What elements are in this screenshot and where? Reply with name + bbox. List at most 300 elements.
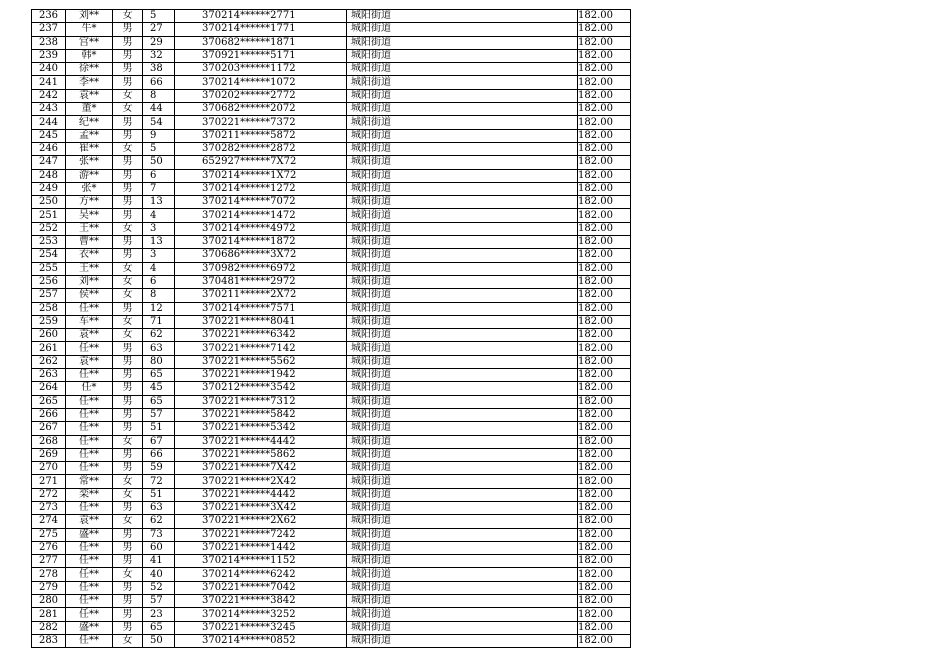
district-cell: 城阳街道 [347,501,578,514]
district-cell: 城阳街道 [347,76,578,89]
age-cell: 65 [143,395,175,408]
district-cell: 城阳街道 [347,129,578,142]
table-row [32,209,631,222]
id-number-cell: 370214******7571 [175,302,347,315]
district-cell: 城阳街道 [347,568,578,581]
row-number-cell: 276 [32,541,66,554]
id-number-cell: 370221******6342 [175,329,347,342]
table-row [32,10,631,23]
id-number-cell: 370214******1152 [175,555,347,568]
id-number-cell: 370214******1472 [175,209,347,222]
table-row [32,302,631,315]
table-row [32,462,631,475]
amount-cell: 182.00 [578,555,631,568]
id-number-cell: 370221******7042 [175,581,347,594]
row-number-cell: 282 [32,621,66,634]
name-cell: 任** [66,462,113,475]
amount-cell: 182.00 [578,488,631,501]
id-number-cell: 370221******7142 [175,342,347,355]
name-cell: 牛* [66,23,113,36]
age-cell: 57 [143,408,175,421]
gender-cell: 女 [113,222,143,235]
amount-cell: 182.00 [578,89,631,102]
age-cell: 44 [143,103,175,116]
roster-table-body [32,10,631,648]
amount-cell: 182.00 [578,116,631,129]
row-number-cell: 247 [32,156,66,169]
id-number-cell: 370221******3X42 [175,501,347,514]
district-cell: 城阳街道 [347,515,578,528]
amount-cell: 182.00 [578,156,631,169]
amount-cell: 182.00 [578,395,631,408]
row-number-cell: 257 [32,289,66,302]
row-number-cell: 236 [32,10,66,23]
district-cell: 城阳街道 [347,236,578,249]
amount-cell: 182.00 [578,355,631,368]
table-row [32,169,631,182]
age-cell: 52 [143,581,175,594]
age-cell: 72 [143,475,175,488]
id-number-cell: 370214******1872 [175,236,347,249]
table-row [32,103,631,116]
gender-cell: 男 [113,595,143,608]
name-cell: 任** [66,395,113,408]
district-cell: 城阳街道 [347,462,578,475]
table-row [32,595,631,608]
gender-cell: 女 [113,89,143,102]
amount-cell: 182.00 [578,249,631,262]
gender-cell: 男 [113,129,143,142]
row-number-cell: 279 [32,581,66,594]
id-number-cell: 370214******2771 [175,10,347,23]
name-cell: 任** [66,408,113,421]
amount-cell: 182.00 [578,142,631,155]
id-number-cell: 370221******5342 [175,422,347,435]
amount-cell: 182.00 [578,435,631,448]
age-cell: 45 [143,382,175,395]
age-cell: 29 [143,36,175,49]
district-cell: 城阳街道 [347,448,578,461]
district-cell: 城阳街道 [347,408,578,421]
gender-cell: 女 [113,10,143,23]
id-number-cell: 370202******2772 [175,89,347,102]
table-row [32,76,631,89]
gender-cell: 男 [113,608,143,621]
amount-cell: 182.00 [578,169,631,182]
row-number-cell: 240 [32,63,66,76]
table-row [32,156,631,169]
name-cell: 任** [66,634,113,647]
age-cell: 7 [143,182,175,195]
table-row [32,581,631,594]
table-row [32,275,631,288]
district-cell: 城阳街道 [347,156,578,169]
id-number-cell: 370221******4442 [175,488,347,501]
district-cell: 城阳街道 [347,196,578,209]
district-cell: 城阳街道 [347,435,578,448]
roster-table [31,9,631,648]
age-cell: 5 [143,10,175,23]
gender-cell: 男 [113,382,143,395]
gender-cell: 男 [113,541,143,554]
district-cell: 城阳街道 [347,608,578,621]
row-number-cell: 275 [32,528,66,541]
id-number-cell: 370221******2X42 [175,475,347,488]
district-cell: 城阳街道 [347,581,578,594]
table-row [32,222,631,235]
table-row [32,634,631,647]
gender-cell: 男 [113,49,143,62]
district-cell: 城阳街道 [347,222,578,235]
table-row [32,448,631,461]
table-row [32,528,631,541]
district-cell: 城阳街道 [347,169,578,182]
name-cell: 常** [66,475,113,488]
amount-cell: 182.00 [578,462,631,475]
id-number-cell: 370214******1072 [175,76,347,89]
name-cell: 徐** [66,63,113,76]
table-row [32,63,631,76]
name-cell: 方** [66,196,113,209]
age-cell: 50 [143,156,175,169]
amount-cell: 182.00 [578,315,631,328]
name-cell: 袁** [66,89,113,102]
name-cell: 任** [66,581,113,594]
row-number-cell: 239 [32,49,66,62]
row-number-cell: 258 [32,302,66,315]
name-cell: 张** [66,156,113,169]
amount-cell: 182.00 [578,10,631,23]
id-number-cell: 370214******7072 [175,196,347,209]
gender-cell: 男 [113,196,143,209]
amount-cell: 182.00 [578,568,631,581]
district-cell: 城阳街道 [347,369,578,382]
table-row [32,262,631,275]
gender-cell: 男 [113,501,143,514]
district-cell: 城阳街道 [347,182,578,195]
district-cell: 城阳街道 [347,395,578,408]
amount-cell: 182.00 [578,342,631,355]
amount-cell: 182.00 [578,382,631,395]
amount-cell: 182.00 [578,129,631,142]
district-cell: 城阳街道 [347,541,578,554]
district-cell: 城阳街道 [347,488,578,501]
id-number-cell: 370221******1442 [175,541,347,554]
row-number-cell: 266 [32,408,66,421]
row-number-cell: 250 [32,196,66,209]
gender-cell: 男 [113,302,143,315]
row-number-cell: 263 [32,369,66,382]
amount-cell: 182.00 [578,595,631,608]
district-cell: 城阳街道 [347,23,578,36]
amount-cell: 182.00 [578,182,631,195]
age-cell: 13 [143,236,175,249]
name-cell: 侯** [66,289,113,302]
age-cell: 6 [143,169,175,182]
table-row [32,342,631,355]
row-number-cell: 256 [32,275,66,288]
district-cell: 城阳街道 [347,302,578,315]
district-cell: 城阳街道 [347,475,578,488]
name-cell: 任** [66,555,113,568]
district-cell: 城阳街道 [347,63,578,76]
row-number-cell: 281 [32,608,66,621]
row-number-cell: 268 [32,435,66,448]
gender-cell: 男 [113,236,143,249]
row-number-cell: 283 [32,634,66,647]
row-number-cell: 255 [32,262,66,275]
gender-cell: 女 [113,103,143,116]
name-cell: 袁** [66,515,113,528]
id-number-cell: 370221******7312 [175,395,347,408]
gender-cell: 男 [113,36,143,49]
row-number-cell: 238 [32,36,66,49]
row-number-cell: 237 [32,23,66,36]
name-cell: 任** [66,595,113,608]
age-cell: 65 [143,369,175,382]
row-number-cell: 267 [32,422,66,435]
table-row [32,501,631,514]
amount-cell: 182.00 [578,236,631,249]
row-number-cell: 242 [32,89,66,102]
amount-cell: 182.00 [578,49,631,62]
table-row [32,515,631,528]
row-number-cell: 270 [32,462,66,475]
table-row [32,555,631,568]
row-number-cell: 271 [32,475,66,488]
table-row [32,196,631,209]
id-number-cell: 370982******6972 [175,262,347,275]
district-cell: 城阳街道 [347,36,578,49]
id-number-cell: 370686******3X72 [175,249,347,262]
name-cell: 任** [66,568,113,581]
age-cell: 62 [143,329,175,342]
name-cell: 任** [66,342,113,355]
age-cell: 57 [143,595,175,608]
name-cell: 袁** [66,329,113,342]
district-cell: 城阳街道 [347,342,578,355]
name-cell: 车** [66,315,113,328]
name-cell: 任** [66,369,113,382]
row-number-cell: 262 [32,355,66,368]
age-cell: 51 [143,488,175,501]
id-number-cell: 652927******7X72 [175,156,347,169]
id-number-cell: 370221******5842 [175,408,347,421]
age-cell: 6 [143,275,175,288]
table-row [32,541,631,554]
age-cell: 65 [143,621,175,634]
age-cell: 4 [143,209,175,222]
amount-cell: 182.00 [578,196,631,209]
name-cell: 刘** [66,275,113,288]
table-row [32,435,631,448]
district-cell: 城阳街道 [347,275,578,288]
amount-cell: 182.00 [578,275,631,288]
name-cell: 任** [66,422,113,435]
id-number-cell: 370214******1272 [175,182,347,195]
name-cell: 李** [66,76,113,89]
row-number-cell: 254 [32,249,66,262]
gender-cell: 男 [113,422,143,435]
amount-cell: 182.00 [578,209,631,222]
name-cell: 王** [66,222,113,235]
district-cell: 城阳街道 [347,249,578,262]
row-number-cell: 251 [32,209,66,222]
name-cell: 盛** [66,621,113,634]
gender-cell: 男 [113,408,143,421]
row-number-cell: 252 [32,222,66,235]
name-cell: 袁** [66,355,113,368]
id-number-cell: 370221******2X62 [175,515,347,528]
table-row [32,249,631,262]
name-cell: 栾** [66,488,113,501]
district-cell: 城阳街道 [347,49,578,62]
row-number-cell: 253 [32,236,66,249]
district-cell: 城阳街道 [347,621,578,634]
amount-cell: 182.00 [578,76,631,89]
table-row [32,475,631,488]
name-cell: 董* [66,103,113,116]
amount-cell: 182.00 [578,621,631,634]
row-number-cell: 272 [32,488,66,501]
row-number-cell: 249 [32,182,66,195]
row-number-cell: 277 [32,555,66,568]
table-row [32,395,631,408]
table-row [32,36,631,49]
age-cell: 40 [143,568,175,581]
district-cell: 城阳街道 [347,116,578,129]
gender-cell: 男 [113,555,143,568]
table-row [32,315,631,328]
name-cell: 韩* [66,49,113,62]
gender-cell: 男 [113,462,143,475]
amount-cell: 182.00 [578,36,631,49]
age-cell: 67 [143,435,175,448]
age-cell: 63 [143,501,175,514]
table-row [32,142,631,155]
amount-cell: 182.00 [578,475,631,488]
age-cell: 32 [143,49,175,62]
row-number-cell: 246 [32,142,66,155]
age-cell: 63 [143,342,175,355]
name-cell: 任** [66,541,113,554]
id-number-cell: 370921******5171 [175,49,347,62]
amount-cell: 182.00 [578,501,631,514]
gender-cell: 男 [113,369,143,382]
age-cell: 27 [143,23,175,36]
id-number-cell: 370282******2872 [175,142,347,155]
district-cell: 城阳街道 [347,289,578,302]
name-cell: 衣** [66,249,113,262]
gender-cell: 女 [113,289,143,302]
district-cell: 城阳街道 [347,262,578,275]
table-row [32,422,631,435]
amount-cell: 182.00 [578,302,631,315]
table-row [32,355,631,368]
gender-cell: 男 [113,63,143,76]
table-row [32,49,631,62]
table-row [32,608,631,621]
district-cell: 城阳街道 [347,142,578,155]
id-number-cell: 370212******3542 [175,382,347,395]
id-number-cell: 370221******8041 [175,315,347,328]
id-number-cell: 370481******2972 [175,275,347,288]
amount-cell: 182.00 [578,581,631,594]
gender-cell: 女 [113,568,143,581]
amount-cell: 182.00 [578,541,631,554]
amount-cell: 182.00 [578,528,631,541]
name-cell: 宫** [66,36,113,49]
id-number-cell: 370221******4442 [175,435,347,448]
row-number-cell: 265 [32,395,66,408]
gender-cell: 男 [113,23,143,36]
amount-cell: 182.00 [578,222,631,235]
name-cell: 任** [66,302,113,315]
district-cell: 城阳街道 [347,315,578,328]
gender-cell: 女 [113,329,143,342]
table-row [32,23,631,36]
row-number-cell: 244 [32,116,66,129]
table-row [32,382,631,395]
age-cell: 60 [143,541,175,554]
age-cell: 71 [143,315,175,328]
id-number-cell: 370682******1871 [175,36,347,49]
gender-cell: 女 [113,262,143,275]
district-cell: 城阳街道 [347,103,578,116]
table-row [32,129,631,142]
gender-cell: 男 [113,116,143,129]
amount-cell: 182.00 [578,63,631,76]
name-cell: 曹** [66,236,113,249]
gender-cell: 男 [113,156,143,169]
name-cell: 任** [66,608,113,621]
age-cell: 50 [143,634,175,647]
table-row [32,488,631,501]
id-number-cell: 370214******1X72 [175,169,347,182]
id-number-cell: 370203******1172 [175,63,347,76]
age-cell: 41 [143,555,175,568]
amount-cell: 182.00 [578,515,631,528]
id-number-cell: 370214******6242 [175,568,347,581]
district-cell: 城阳街道 [347,634,578,647]
gender-cell: 男 [113,621,143,634]
name-cell: 张* [66,182,113,195]
name-cell: 刘** [66,10,113,23]
table-row [32,289,631,302]
age-cell: 73 [143,528,175,541]
row-number-cell: 245 [32,129,66,142]
age-cell: 66 [143,448,175,461]
id-number-cell: 370221******7X42 [175,462,347,475]
name-cell: 任** [66,435,113,448]
table-row [32,408,631,421]
district-cell: 城阳街道 [347,355,578,368]
id-number-cell: 370221******3842 [175,595,347,608]
id-number-cell: 370221******5862 [175,448,347,461]
gender-cell: 女 [113,315,143,328]
gender-cell: 男 [113,169,143,182]
gender-cell: 男 [113,209,143,222]
row-number-cell: 269 [32,448,66,461]
age-cell: 80 [143,355,175,368]
row-number-cell: 264 [32,382,66,395]
amount-cell: 182.00 [578,448,631,461]
name-cell: 纪** [66,116,113,129]
age-cell: 66 [143,76,175,89]
age-cell: 23 [143,608,175,621]
table-row [32,568,631,581]
id-number-cell: 370221******5562 [175,355,347,368]
